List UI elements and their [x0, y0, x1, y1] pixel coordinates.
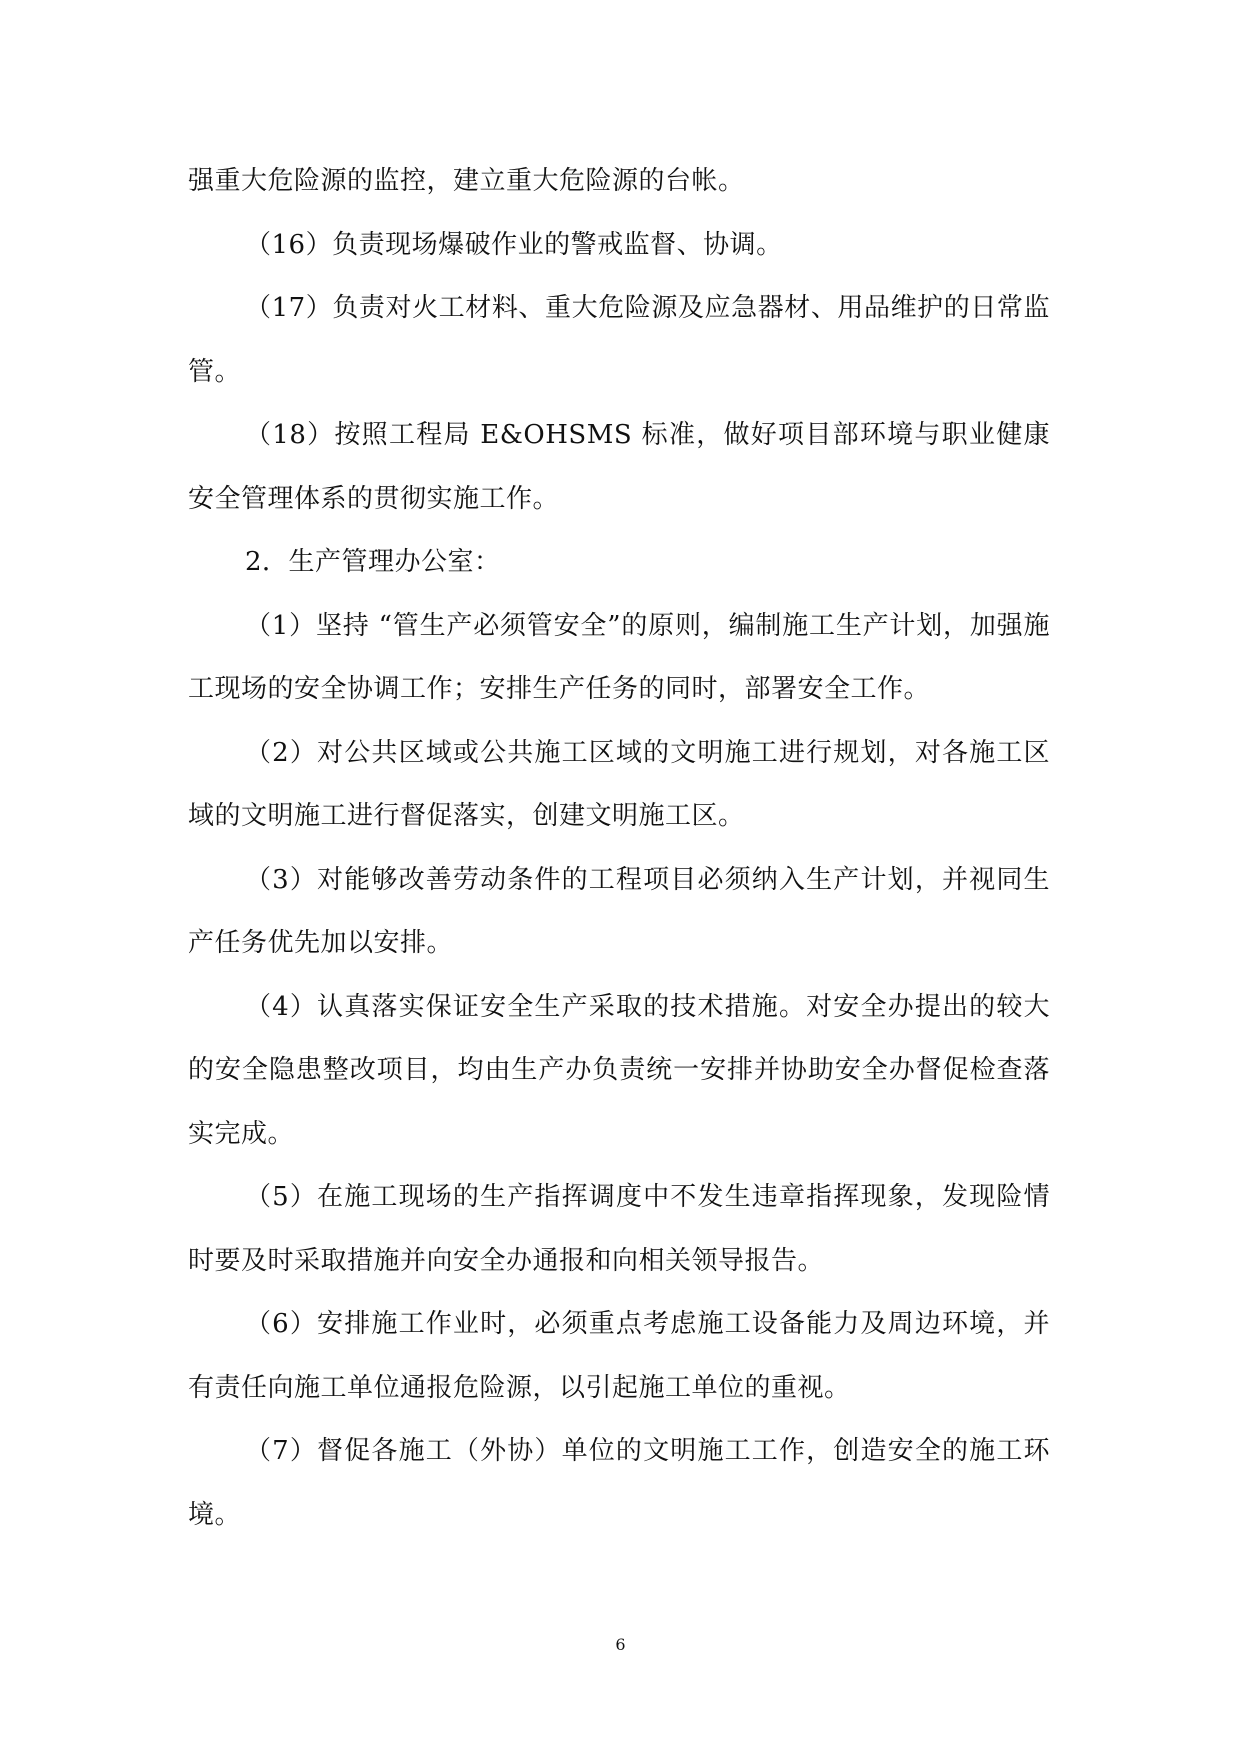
- paragraph-item-18: （18）按照工程局 E&OHSMS 标准，做好项目部环境与职业健康安全管理体系的贯彻实施工作。: [188, 420, 1050, 514]
- paragraph-item-1: （1）坚持 “管生产必须管安全”的原则，编制施工生产计划，加强施工现场的安全协调工作；安排生产任务的同时，部署安全工作。: [188, 610, 1050, 704]
- section-heading-production-office: 2．生产管理办公室：: [245, 547, 501, 577]
- paragraph-item-16: （16）负责现场爆破作业的警戒监督、协调。: [245, 229, 783, 260]
- paragraph-item-4: （4）认真落实保证安全生产采取的技术措施。对安全办提出的较大的安全隐患整改项目，均由生产办负责统一安排并协助安全办督促检查落实完成。: [188, 991, 1050, 1149]
- paragraph-continuation: 强重大危险源的监控，建立重大危险源的台帐。: [188, 166, 745, 196]
- page-number: 6: [615, 1635, 626, 1654]
- paragraph-item-17: （17）负责对火工材料、重大危险源及应急器材、用品维护的日常监管。: [188, 293, 1050, 387]
- paragraph-item-7: （7）督促各施工（外协）单位的文明施工工作，创造安全的施工环境。: [188, 1436, 1050, 1530]
- paragraph-item-6: （6）安排施工作业时，必须重点考虑施工设备能力及周边环境，并有责任向施工单位通报危险源，以引起施工单位的重视。: [188, 1309, 1050, 1403]
- paragraph-item-3: （3）对能够改善劳动条件的工程项目必须纳入生产计划，并视同生产任务优先加以安排。: [188, 864, 1050, 958]
- paragraph-item-2: （2）对公共区域或公共施工区域的文明施工进行规划，对各施工区域的文明施工进行督促落实，创建文明施工区。: [188, 737, 1050, 831]
- paragraph-item-5: （5）在施工现场的生产指挥调度中不发生违章指挥现象，发现险情时要及时采取措施并向安全办通报和向相关领导报告。: [188, 1182, 1050, 1276]
- body-text: [188, 150, 1050, 1547]
